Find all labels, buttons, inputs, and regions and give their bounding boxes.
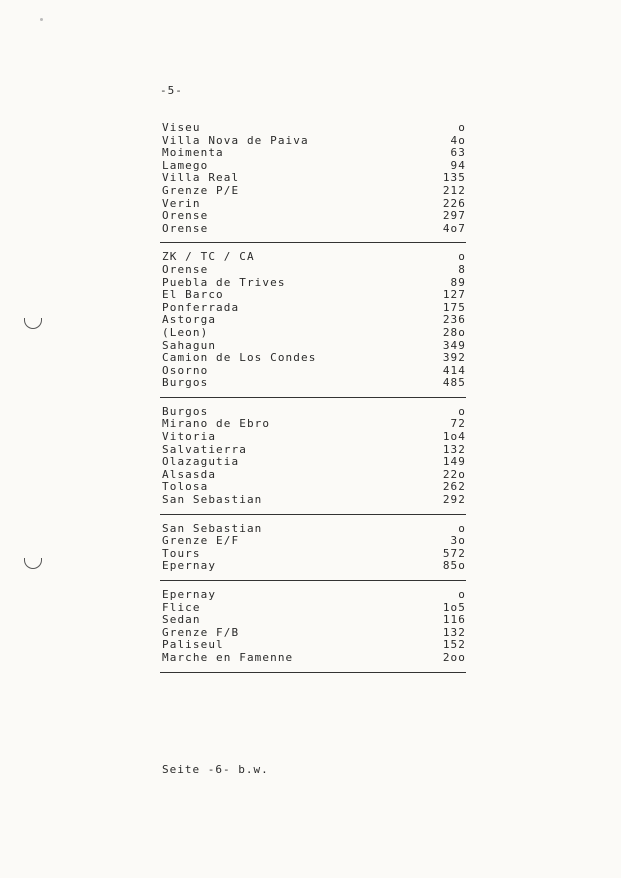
place-name: San Sebastian (162, 493, 263, 507)
route-section (162, 122, 466, 235)
table-row (162, 494, 466, 507)
place-name: Olazagutia (162, 455, 240, 469)
distance-value: 297 (442, 209, 466, 223)
place-name: Paliseul (162, 638, 224, 652)
distance-value: 572 (442, 546, 466, 560)
table-row (162, 210, 466, 223)
distance-value: 85o (442, 559, 466, 573)
distance-value: o (458, 404, 466, 418)
table-row (162, 122, 466, 135)
distance-value: 22o (442, 467, 466, 481)
distance-value: 132 (442, 625, 466, 639)
table-row (162, 327, 466, 340)
place-name: (Leon) (162, 325, 209, 339)
place-name: Orense (162, 209, 209, 223)
place-name: Viseu (162, 121, 201, 134)
distance-value: 292 (442, 493, 466, 507)
distance-value: o (458, 588, 466, 601)
place-name: Camion de Los Condes (162, 351, 317, 365)
place-name: Grenze F/B (162, 625, 240, 639)
place-name: Ponferrada (162, 300, 240, 314)
place-name: ZK / TC / CA (162, 250, 255, 264)
place-name: Orense (162, 221, 209, 235)
distance-value: 63 (450, 146, 466, 160)
place-name: Burgos (162, 404, 209, 418)
distance-value: 1o4 (442, 430, 466, 444)
distance-value: 3o (450, 534, 466, 548)
place-name: Astorga (162, 313, 217, 327)
distance-table (162, 122, 466, 681)
distance-value: o (458, 521, 466, 535)
distance-value: 94 (450, 158, 466, 172)
place-name: Verin (162, 196, 201, 210)
place-name: Villa Real (162, 171, 240, 185)
table-row (162, 614, 466, 627)
table-row (162, 185, 466, 198)
place-name: Sahagun (162, 338, 217, 352)
section-divider (160, 397, 466, 398)
table-row (162, 652, 466, 665)
section-divider (160, 242, 466, 243)
place-name: Sedan (162, 613, 201, 627)
place-name: Villa Nova de Paiva (162, 133, 309, 147)
section-divider (160, 514, 466, 515)
table-row (162, 147, 466, 160)
section-divider (160, 580, 466, 581)
distance-value: 485 (442, 376, 466, 390)
place-name: Lamego (162, 158, 209, 172)
place-name: Epernay (162, 588, 217, 601)
route-section (162, 251, 466, 390)
place-name: Grenze E/F (162, 534, 240, 548)
route-section (162, 523, 466, 573)
place-name: San Sebastian (162, 521, 263, 535)
place-name: Marche en Famenne (162, 650, 294, 664)
place-name: Salvatierra (162, 442, 247, 456)
place-name: Osorno (162, 363, 209, 377)
place-name: Moimenta (162, 146, 224, 160)
table-row (162, 589, 466, 602)
distance-value: 262 (442, 480, 466, 494)
distance-value: 8 (458, 262, 466, 276)
distance-value: 392 (442, 351, 466, 365)
distance-value: 135 (442, 171, 466, 185)
distance-value: 2oo (442, 650, 466, 664)
distance-value: 4o (450, 133, 466, 147)
place-name: Epernay (162, 559, 217, 573)
table-row (162, 352, 466, 365)
distance-value: 127 (442, 288, 466, 302)
place-name: Orense (162, 262, 209, 276)
place-name: Vitoria (162, 430, 217, 444)
place-name: El Barco (162, 288, 224, 302)
table-row (162, 456, 466, 469)
place-name: Puebla de Trives (162, 275, 286, 289)
table-row (162, 560, 466, 573)
route-section (162, 589, 466, 665)
distance-value: 1o5 (442, 600, 466, 614)
table-row (162, 431, 466, 444)
place-name: Flice (162, 600, 201, 614)
place-name: Alsasda (162, 467, 217, 481)
distance-value: o (458, 121, 466, 134)
distance-value: 89 (450, 275, 466, 289)
route-section (162, 406, 466, 507)
page-footer: Seite -6- b.w. (162, 763, 269, 776)
table-row (162, 264, 466, 277)
table-row (162, 289, 466, 302)
distance-value: 132 (442, 442, 466, 456)
distance-value: 175 (442, 300, 466, 314)
table-row (162, 223, 466, 236)
distance-value: 152 (442, 638, 466, 652)
place-name: Grenze P/E (162, 183, 240, 197)
distance-value: 236 (442, 313, 466, 327)
distance-value: 4o7 (442, 221, 466, 235)
distance-value: 349 (442, 338, 466, 352)
distance-value: 212 (442, 183, 466, 197)
distance-value: 414 (442, 363, 466, 377)
table-row (162, 602, 466, 615)
table-row (162, 535, 466, 548)
distance-value: 226 (442, 196, 466, 210)
paper-speck (40, 18, 43, 21)
distance-value: 28o (442, 325, 466, 339)
place-name: Burgos (162, 376, 209, 390)
distance-value: 72 (450, 417, 466, 431)
page-number: -5- (160, 84, 183, 97)
place-name: Tolosa (162, 480, 209, 494)
table-row (162, 377, 466, 390)
punch-hole-bottom (24, 558, 42, 569)
place-name: Tours (162, 546, 201, 560)
punch-hole-top (24, 318, 42, 329)
distance-value: 116 (442, 613, 466, 627)
distance-value: o (458, 250, 466, 264)
section-divider (160, 672, 466, 673)
distance-value: 149 (442, 455, 466, 469)
place-name: Mirano de Ebro (162, 417, 271, 431)
